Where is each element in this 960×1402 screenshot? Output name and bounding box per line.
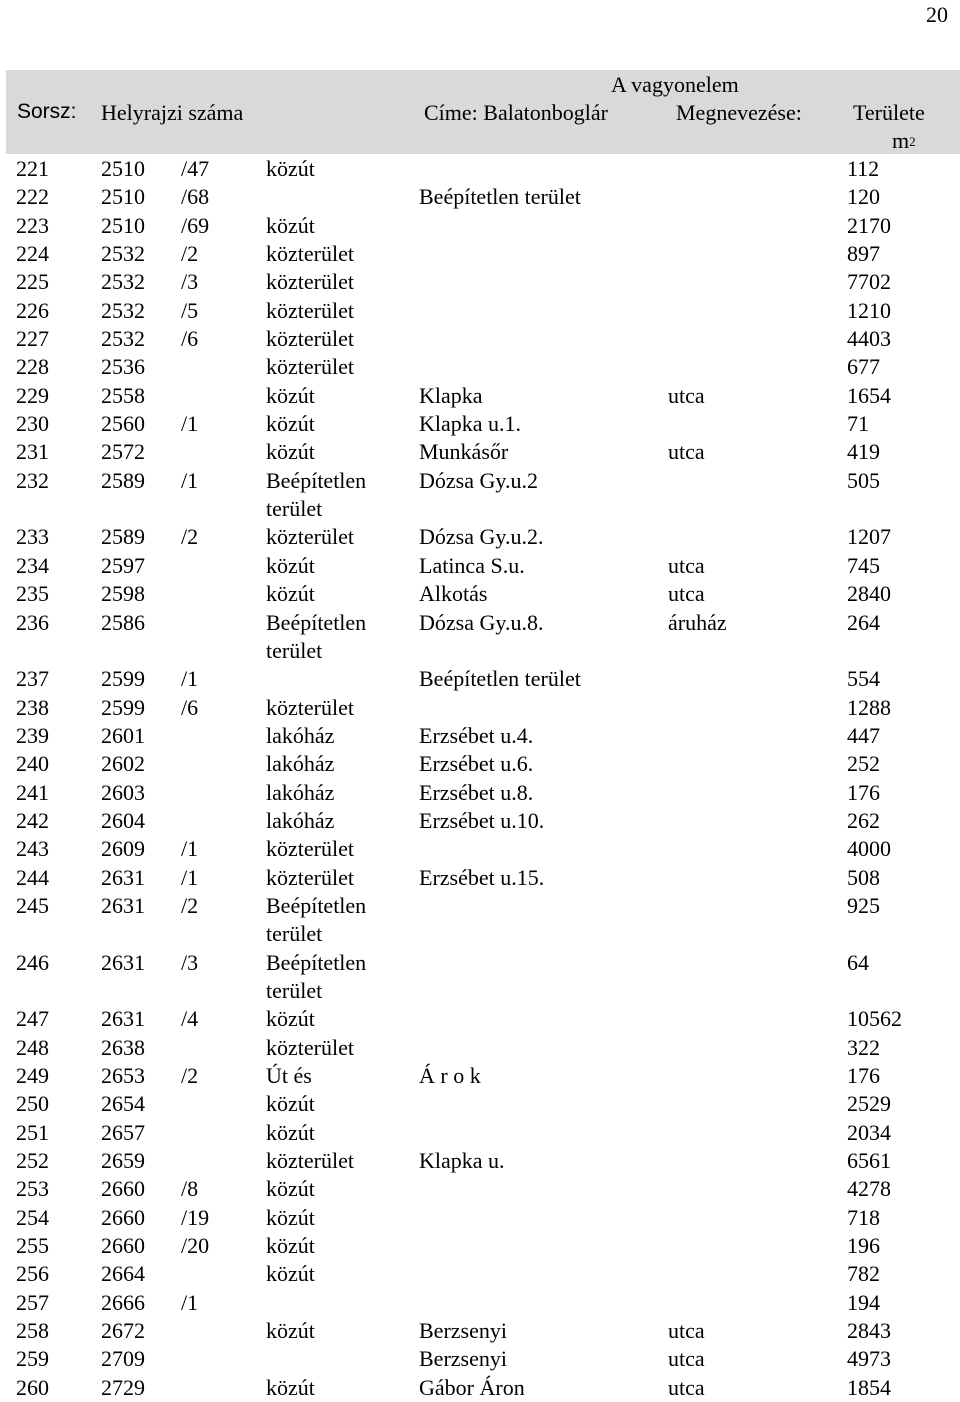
table-row bbox=[0, 779, 960, 807]
row-area: 71 bbox=[847, 411, 869, 437]
row-hrsz-sub: /19 bbox=[181, 1204, 210, 1230]
row-number: 255 bbox=[16, 1233, 49, 1259]
table-row bbox=[0, 1260, 960, 1288]
table-row bbox=[0, 1062, 960, 1090]
row-number: 250 bbox=[16, 1091, 49, 1117]
row-name-continued: terület bbox=[266, 921, 323, 947]
row-number: 253 bbox=[16, 1176, 49, 1202]
row-hrsz: 2603 bbox=[101, 779, 145, 805]
row-hrsz-sub: /5 bbox=[181, 297, 199, 323]
row-number: 248 bbox=[16, 1034, 49, 1060]
row-address: Dózsa Gy.u.2 bbox=[419, 467, 538, 493]
row-hrsz-sub: /1 bbox=[181, 467, 199, 493]
row-number: 241 bbox=[16, 779, 49, 805]
table-row bbox=[0, 268, 960, 296]
table-row bbox=[0, 1345, 960, 1373]
row-hrsz: 2597 bbox=[101, 552, 145, 578]
row-name: közút bbox=[266, 411, 315, 437]
row-number: 258 bbox=[16, 1318, 49, 1344]
row-hrsz: 2589 bbox=[101, 524, 145, 550]
row-area: 2843 bbox=[847, 1318, 891, 1344]
row-name: közterület bbox=[266, 1148, 354, 1174]
row-number: 231 bbox=[16, 439, 49, 465]
row-hrsz: 2709 bbox=[101, 1346, 145, 1372]
row-name: közút bbox=[266, 1233, 315, 1259]
row-area: 508 bbox=[847, 864, 880, 890]
row-area: 745 bbox=[847, 552, 880, 578]
table-row bbox=[0, 410, 960, 438]
row-number: 223 bbox=[16, 212, 49, 238]
row-number: 232 bbox=[16, 467, 49, 493]
row-hrsz: 2599 bbox=[101, 666, 145, 692]
row-area: 64 bbox=[847, 949, 869, 975]
row-hrsz-sub: /1 bbox=[181, 666, 199, 692]
row-hrsz-sub: /2 bbox=[181, 892, 199, 918]
row-number: 243 bbox=[16, 836, 49, 862]
row-hrsz: 2599 bbox=[101, 694, 145, 720]
row-number: 251 bbox=[16, 1119, 49, 1145]
row-name: közút bbox=[266, 1006, 315, 1032]
table-row bbox=[0, 382, 960, 410]
row-hrsz: 2598 bbox=[101, 581, 145, 607]
row-hrsz: 2657 bbox=[101, 1119, 145, 1145]
row-number: 224 bbox=[16, 241, 49, 267]
table-row bbox=[0, 864, 960, 892]
row-name: közút bbox=[266, 156, 315, 181]
row-number: 230 bbox=[16, 411, 49, 437]
row-area: 554 bbox=[847, 666, 880, 692]
row-hrsz: 2660 bbox=[101, 1204, 145, 1230]
row-hrsz: 2532 bbox=[101, 269, 145, 295]
row-area: 925 bbox=[847, 892, 880, 918]
row-name: közterület bbox=[266, 354, 354, 380]
row-area: 897 bbox=[847, 241, 880, 267]
row-area: 1207 bbox=[847, 524, 891, 550]
row-address: Latinca S.u. bbox=[419, 552, 525, 578]
row-number: 252 bbox=[16, 1148, 49, 1174]
row-area: 505 bbox=[847, 467, 880, 493]
row-hrsz: 2672 bbox=[101, 1318, 145, 1344]
table-row bbox=[0, 1147, 960, 1175]
row-hrsz: 2604 bbox=[101, 807, 145, 833]
table-row bbox=[0, 353, 960, 381]
table-row bbox=[0, 212, 960, 240]
row-address: Klapka u. bbox=[419, 1148, 505, 1174]
row-name: közterület bbox=[266, 864, 354, 890]
table-row bbox=[0, 580, 960, 608]
row-name-continued: terület bbox=[266, 637, 323, 663]
row-hrsz-sub: /6 bbox=[181, 326, 199, 352]
row-name: közút bbox=[266, 552, 315, 578]
row-name: Beépítetlen bbox=[266, 949, 367, 975]
table-row bbox=[0, 1374, 960, 1402]
row-number: 236 bbox=[16, 609, 49, 635]
row-hrsz-sub: /8 bbox=[181, 1176, 199, 1202]
row-hrsz: 2653 bbox=[101, 1063, 145, 1088]
row-address: Gábor Áron bbox=[419, 1374, 525, 1400]
row-number: 249 bbox=[16, 1063, 49, 1088]
row-name: közút bbox=[266, 212, 315, 238]
row-name: közút bbox=[266, 1091, 315, 1117]
row-area: 1210 bbox=[847, 297, 891, 323]
table-row bbox=[0, 1204, 960, 1232]
row-hrsz: 2558 bbox=[101, 382, 145, 408]
table-row bbox=[0, 949, 960, 1006]
row-number: 228 bbox=[16, 354, 49, 380]
table-row bbox=[0, 325, 960, 353]
row-address: Dózsa Gy.u.2. bbox=[419, 524, 544, 550]
row-hrsz-sub: /1 bbox=[181, 1289, 199, 1315]
row-number: 244 bbox=[16, 864, 49, 890]
row-hrsz: 2654 bbox=[101, 1091, 145, 1117]
row-hrsz-sub: /1 bbox=[181, 836, 199, 862]
row-hrsz: 2631 bbox=[101, 949, 145, 975]
row-number: 226 bbox=[16, 297, 49, 323]
header-unit bbox=[892, 128, 916, 154]
row-hrsz: 2660 bbox=[101, 1176, 145, 1202]
row-name: lakóház bbox=[266, 779, 335, 805]
row-name: Beépítetlen bbox=[266, 892, 367, 918]
table-row bbox=[0, 1175, 960, 1203]
row-area: 4000 bbox=[847, 836, 891, 862]
row-name: közterület bbox=[266, 836, 354, 862]
row-name: közút bbox=[266, 1318, 315, 1344]
row-hrsz-sub: /6 bbox=[181, 694, 199, 720]
table-row bbox=[0, 722, 960, 750]
row-address: Beépítetlen terület bbox=[419, 666, 581, 692]
row-hrsz-sub: /2 bbox=[181, 1063, 199, 1088]
row-address: Munkásőr bbox=[419, 439, 509, 465]
row-address: Erzsébet u.4. bbox=[419, 722, 534, 748]
row-hrsz-sub: /69 bbox=[181, 212, 210, 238]
row-type: áruház bbox=[668, 609, 727, 635]
row-number: 257 bbox=[16, 1289, 49, 1315]
row-area: 677 bbox=[847, 354, 880, 380]
table-row bbox=[0, 1090, 960, 1118]
row-number: 246 bbox=[16, 949, 49, 975]
row-number: 237 bbox=[16, 666, 49, 692]
row-area: 447 bbox=[847, 722, 880, 748]
page-number: 20 bbox=[926, 2, 948, 27]
row-name: közút bbox=[266, 1204, 315, 1230]
row-hrsz-sub: /68 bbox=[181, 184, 210, 210]
row-address: Klapka bbox=[419, 382, 483, 408]
row-area: 2840 bbox=[847, 581, 891, 607]
row-hrsz: 2609 bbox=[101, 836, 145, 862]
row-area: 262 bbox=[847, 807, 880, 833]
table-row bbox=[0, 297, 960, 325]
row-hrsz-sub: /20 bbox=[181, 1233, 210, 1259]
row-type: utca bbox=[668, 439, 705, 465]
row-hrsz: 2589 bbox=[101, 467, 145, 493]
row-number: 259 bbox=[16, 1346, 49, 1372]
row-number: 238 bbox=[16, 694, 49, 720]
table-row bbox=[0, 665, 960, 693]
row-name: Út és bbox=[266, 1063, 312, 1088]
row-hrsz-sub: /2 bbox=[181, 524, 199, 550]
row-area: 10562 bbox=[847, 1006, 902, 1032]
row-area: 2170 bbox=[847, 212, 891, 238]
row-area: 782 bbox=[847, 1261, 880, 1287]
row-area: 1288 bbox=[847, 694, 891, 720]
row-address: Dózsa Gy.u.8. bbox=[419, 609, 544, 635]
header-sorsz: Sorsz: bbox=[17, 100, 77, 123]
row-number: 256 bbox=[16, 1261, 49, 1287]
row-area: 419 bbox=[847, 439, 880, 465]
row-hrsz: 2510 bbox=[101, 212, 145, 238]
row-hrsz: 2601 bbox=[101, 722, 145, 748]
table-row bbox=[0, 183, 960, 211]
row-type: utca bbox=[668, 1346, 705, 1372]
row-name-continued: terület bbox=[266, 977, 323, 1003]
row-area: 120 bbox=[847, 184, 880, 210]
row-hrsz-sub: /3 bbox=[181, 269, 199, 295]
row-hrsz: 2586 bbox=[101, 609, 145, 635]
row-hrsz: 2631 bbox=[101, 892, 145, 918]
row-name: közterület bbox=[266, 326, 354, 352]
row-area: 6561 bbox=[847, 1148, 891, 1174]
row-hrsz: 2510 bbox=[101, 184, 145, 210]
header-vagyonelem: A vagyonelem bbox=[611, 72, 739, 97]
row-hrsz: 2532 bbox=[101, 241, 145, 267]
row-name: közút bbox=[266, 1261, 315, 1287]
row-name: közút bbox=[266, 439, 315, 465]
row-address: Erzsébet u.8. bbox=[419, 779, 534, 805]
row-name: közterület bbox=[266, 269, 354, 295]
row-name: Beépítetlen bbox=[266, 467, 367, 493]
table-row bbox=[0, 835, 960, 863]
row-address: Erzsébet u.15. bbox=[419, 864, 545, 890]
row-hrsz: 2532 bbox=[101, 326, 145, 352]
row-hrsz: 2660 bbox=[101, 1233, 145, 1259]
row-name: közterület bbox=[266, 241, 354, 267]
row-name-continued: terület bbox=[266, 496, 323, 522]
row-type: utca bbox=[668, 552, 705, 578]
row-area: 4278 bbox=[847, 1176, 891, 1202]
row-address: Alkotás bbox=[419, 581, 488, 607]
header-megnevezese: Megnevezése: bbox=[676, 100, 802, 125]
row-number: 225 bbox=[16, 269, 49, 295]
row-name: közterület bbox=[266, 524, 354, 550]
header-helyrajzi: Helyrajzi száma bbox=[101, 100, 244, 125]
row-hrsz: 2666 bbox=[101, 1289, 145, 1315]
row-number: 254 bbox=[16, 1204, 49, 1230]
row-area: 4973 bbox=[847, 1346, 891, 1372]
row-area: 1654 bbox=[847, 382, 891, 408]
row-number: 239 bbox=[16, 722, 49, 748]
header-unit-m: m bbox=[892, 128, 910, 153]
row-number: 222 bbox=[16, 184, 49, 210]
row-name: lakóház bbox=[266, 722, 335, 748]
table-row bbox=[0, 1317, 960, 1345]
table-row bbox=[0, 694, 960, 722]
row-address: Erzsébet u.10. bbox=[419, 807, 545, 833]
row-number: 221 bbox=[16, 156, 49, 181]
row-hrsz: 2536 bbox=[101, 354, 145, 380]
row-area: 196 bbox=[847, 1233, 880, 1259]
table-row bbox=[0, 1034, 960, 1062]
row-address: Á r o k bbox=[419, 1063, 481, 1088]
row-address: Beépítetlen terület bbox=[419, 184, 581, 210]
table-row bbox=[0, 1119, 960, 1147]
row-number: 233 bbox=[16, 524, 49, 550]
table-header bbox=[6, 70, 960, 154]
row-name: lakóház bbox=[266, 751, 335, 777]
table-row bbox=[0, 523, 960, 551]
row-number: 229 bbox=[16, 382, 49, 408]
row-number: 235 bbox=[16, 581, 49, 607]
header-terulete: Területe bbox=[853, 100, 925, 125]
row-name: közterület bbox=[266, 1034, 354, 1060]
row-area: 322 bbox=[847, 1034, 880, 1060]
header-unit-exp: 2 bbox=[909, 134, 916, 149]
header-cime: Címe: Balatonboglár bbox=[424, 100, 608, 125]
row-area: 2529 bbox=[847, 1091, 891, 1117]
row-number: 234 bbox=[16, 552, 49, 578]
row-address: Erzsébet u.6. bbox=[419, 751, 534, 777]
table-row bbox=[0, 1289, 960, 1317]
table-row bbox=[0, 438, 960, 466]
row-hrsz-sub: /3 bbox=[181, 949, 199, 975]
row-hrsz: 2729 bbox=[101, 1374, 145, 1400]
row-hrsz: 2631 bbox=[101, 864, 145, 890]
table-row bbox=[0, 240, 960, 268]
row-hrsz: 2510 bbox=[101, 156, 145, 181]
table-row bbox=[0, 807, 960, 835]
row-hrsz: 2659 bbox=[101, 1148, 145, 1174]
table-row bbox=[0, 467, 960, 524]
table-row bbox=[0, 155, 960, 183]
row-type: utca bbox=[668, 581, 705, 607]
row-name: közút bbox=[266, 382, 315, 408]
row-hrsz: 2560 bbox=[101, 411, 145, 437]
row-number: 242 bbox=[16, 807, 49, 833]
row-address: Berzsenyi bbox=[419, 1346, 507, 1372]
table-row bbox=[0, 552, 960, 580]
row-hrsz: 2602 bbox=[101, 751, 145, 777]
row-area: 2034 bbox=[847, 1119, 891, 1145]
table-row bbox=[0, 609, 960, 666]
row-hrsz-sub: /1 bbox=[181, 411, 199, 437]
row-hrsz: 2532 bbox=[101, 297, 145, 323]
row-hrsz: 2664 bbox=[101, 1261, 145, 1287]
row-number: 247 bbox=[16, 1006, 49, 1032]
row-area: 7702 bbox=[847, 269, 891, 295]
row-name: közterület bbox=[266, 694, 354, 720]
row-name: közút bbox=[266, 1374, 315, 1400]
row-address: Klapka u.1. bbox=[419, 411, 522, 437]
row-name: közút bbox=[266, 1176, 315, 1202]
row-area: 176 bbox=[847, 779, 880, 805]
table-row bbox=[0, 750, 960, 778]
table-row bbox=[0, 1005, 960, 1033]
table-row bbox=[0, 1232, 960, 1260]
row-name: közterület bbox=[266, 297, 354, 323]
row-hrsz: 2572 bbox=[101, 439, 145, 465]
row-area: 1854 bbox=[847, 1374, 891, 1400]
row-hrsz-sub: /2 bbox=[181, 241, 199, 267]
row-area: 176 bbox=[847, 1063, 880, 1088]
table-row bbox=[0, 892, 960, 949]
row-number: 245 bbox=[16, 892, 49, 918]
row-type: utca bbox=[668, 1318, 705, 1344]
table-body bbox=[0, 155, 960, 1402]
row-area: 112 bbox=[847, 156, 880, 181]
row-name: közút bbox=[266, 1119, 315, 1145]
row-area: 252 bbox=[847, 751, 880, 777]
row-area: 718 bbox=[847, 1204, 880, 1230]
row-name: Beépítetlen bbox=[266, 609, 367, 635]
row-hrsz: 2631 bbox=[101, 1006, 145, 1032]
row-type: utca bbox=[668, 382, 705, 408]
row-hrsz-sub: /1 bbox=[181, 864, 199, 890]
row-name: lakóház bbox=[266, 807, 335, 833]
row-number: 227 bbox=[16, 326, 49, 352]
row-address: Berzsenyi bbox=[419, 1318, 507, 1344]
row-type: utca bbox=[668, 1374, 705, 1400]
row-number: 240 bbox=[16, 751, 49, 777]
row-hrsz: 2638 bbox=[101, 1034, 145, 1060]
row-area: 194 bbox=[847, 1289, 880, 1315]
row-hrsz-sub: /4 bbox=[181, 1006, 199, 1032]
row-area: 4403 bbox=[847, 326, 891, 352]
row-hrsz-sub: /47 bbox=[181, 156, 210, 181]
row-name: közút bbox=[266, 581, 315, 607]
row-number: 260 bbox=[16, 1374, 49, 1400]
row-area: 264 bbox=[847, 609, 880, 635]
